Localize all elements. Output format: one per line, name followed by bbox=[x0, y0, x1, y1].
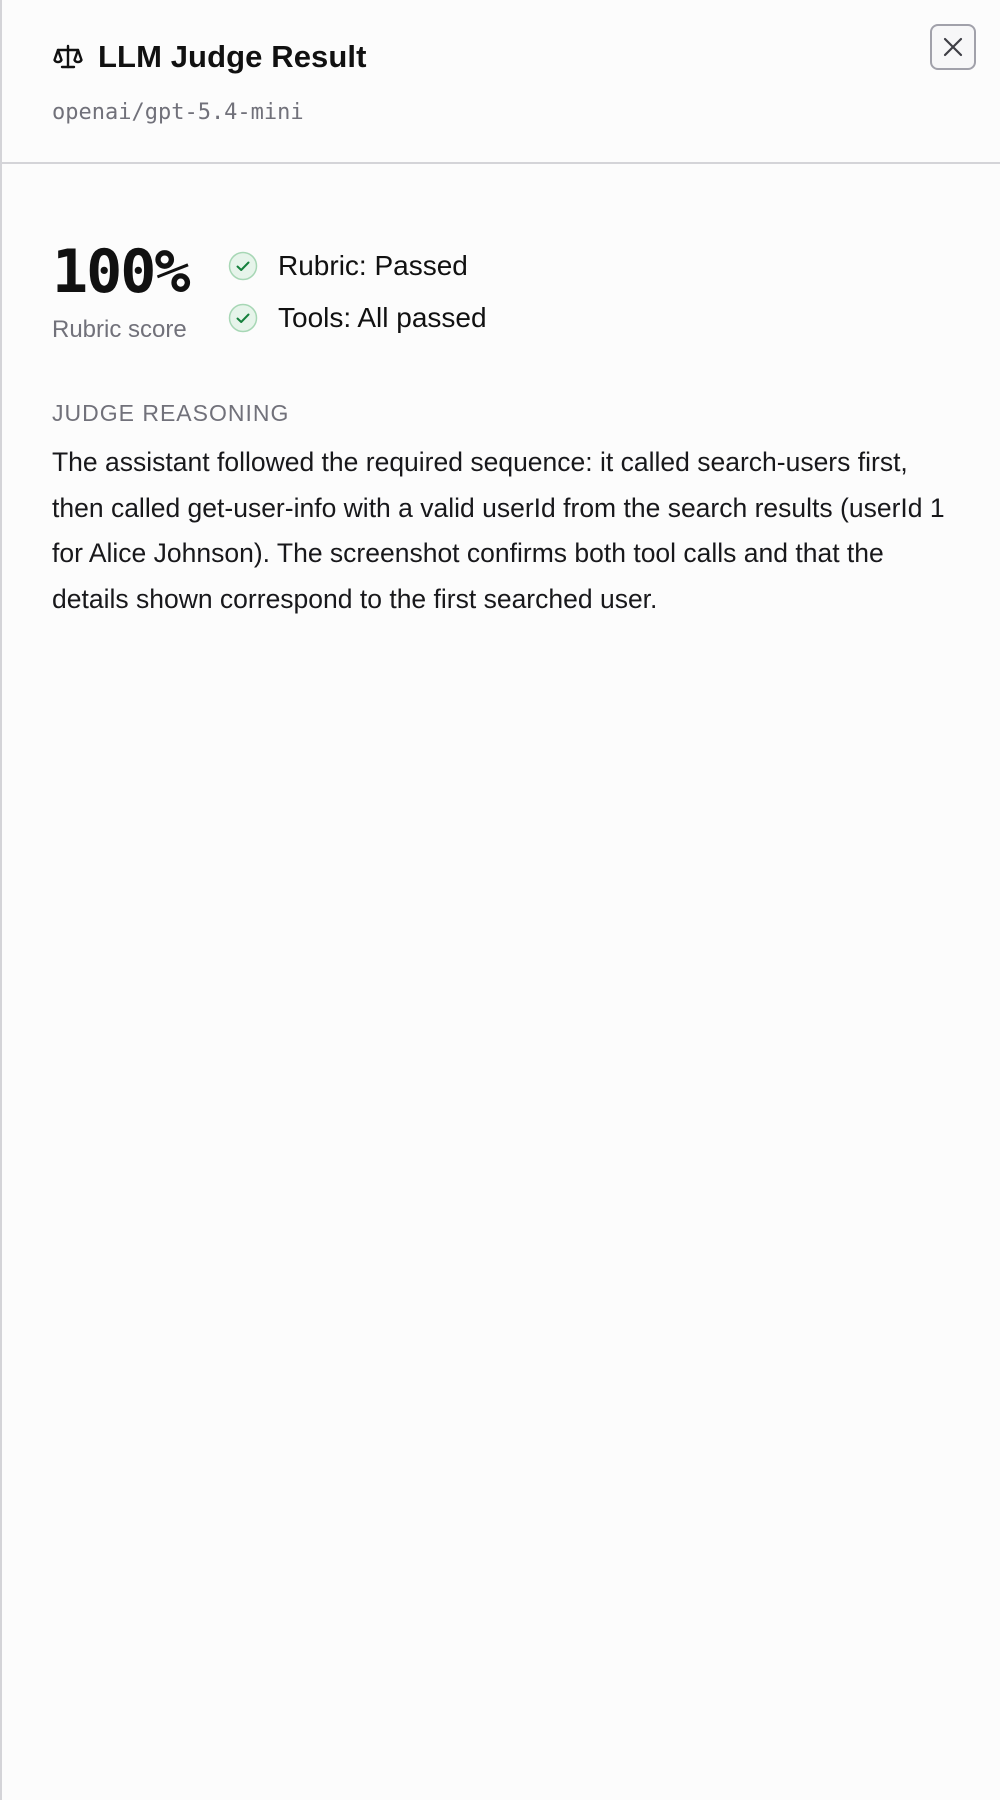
model-name: openai/gpt-5.4-mini bbox=[52, 100, 304, 125]
check-label: Rubric: Passed bbox=[278, 250, 468, 281]
check-circle-icon bbox=[228, 303, 258, 333]
check-item-rubric bbox=[228, 248, 487, 284]
score-block bbox=[52, 236, 212, 344]
close-icon bbox=[941, 35, 965, 59]
close-button[interactable] bbox=[930, 24, 976, 70]
judge-reasoning-text: The assistant followed the required sequence: it called search-users first, then called get-user-info with a valid userId from the search results (userId 1 for Alice Johnson). The screenshot confirms both tool calls and that the details shown correspond to the first searched user. bbox=[52, 447, 945, 614]
title-row bbox=[52, 36, 367, 78]
scale-icon bbox=[52, 41, 84, 73]
page-title: LLM Judge Result bbox=[98, 39, 367, 74]
check-list bbox=[228, 248, 487, 352]
judge-reasoning-heading: JUDGE REASONING bbox=[52, 400, 290, 426]
check-label: Tools: All passed bbox=[278, 302, 487, 333]
rubric-score-label: Rubric score bbox=[52, 316, 187, 343]
panel-header bbox=[2, 0, 1000, 164]
check-item-tools bbox=[228, 300, 487, 336]
rubric-score-value: 100% bbox=[52, 237, 189, 307]
check-circle-icon bbox=[228, 251, 258, 281]
